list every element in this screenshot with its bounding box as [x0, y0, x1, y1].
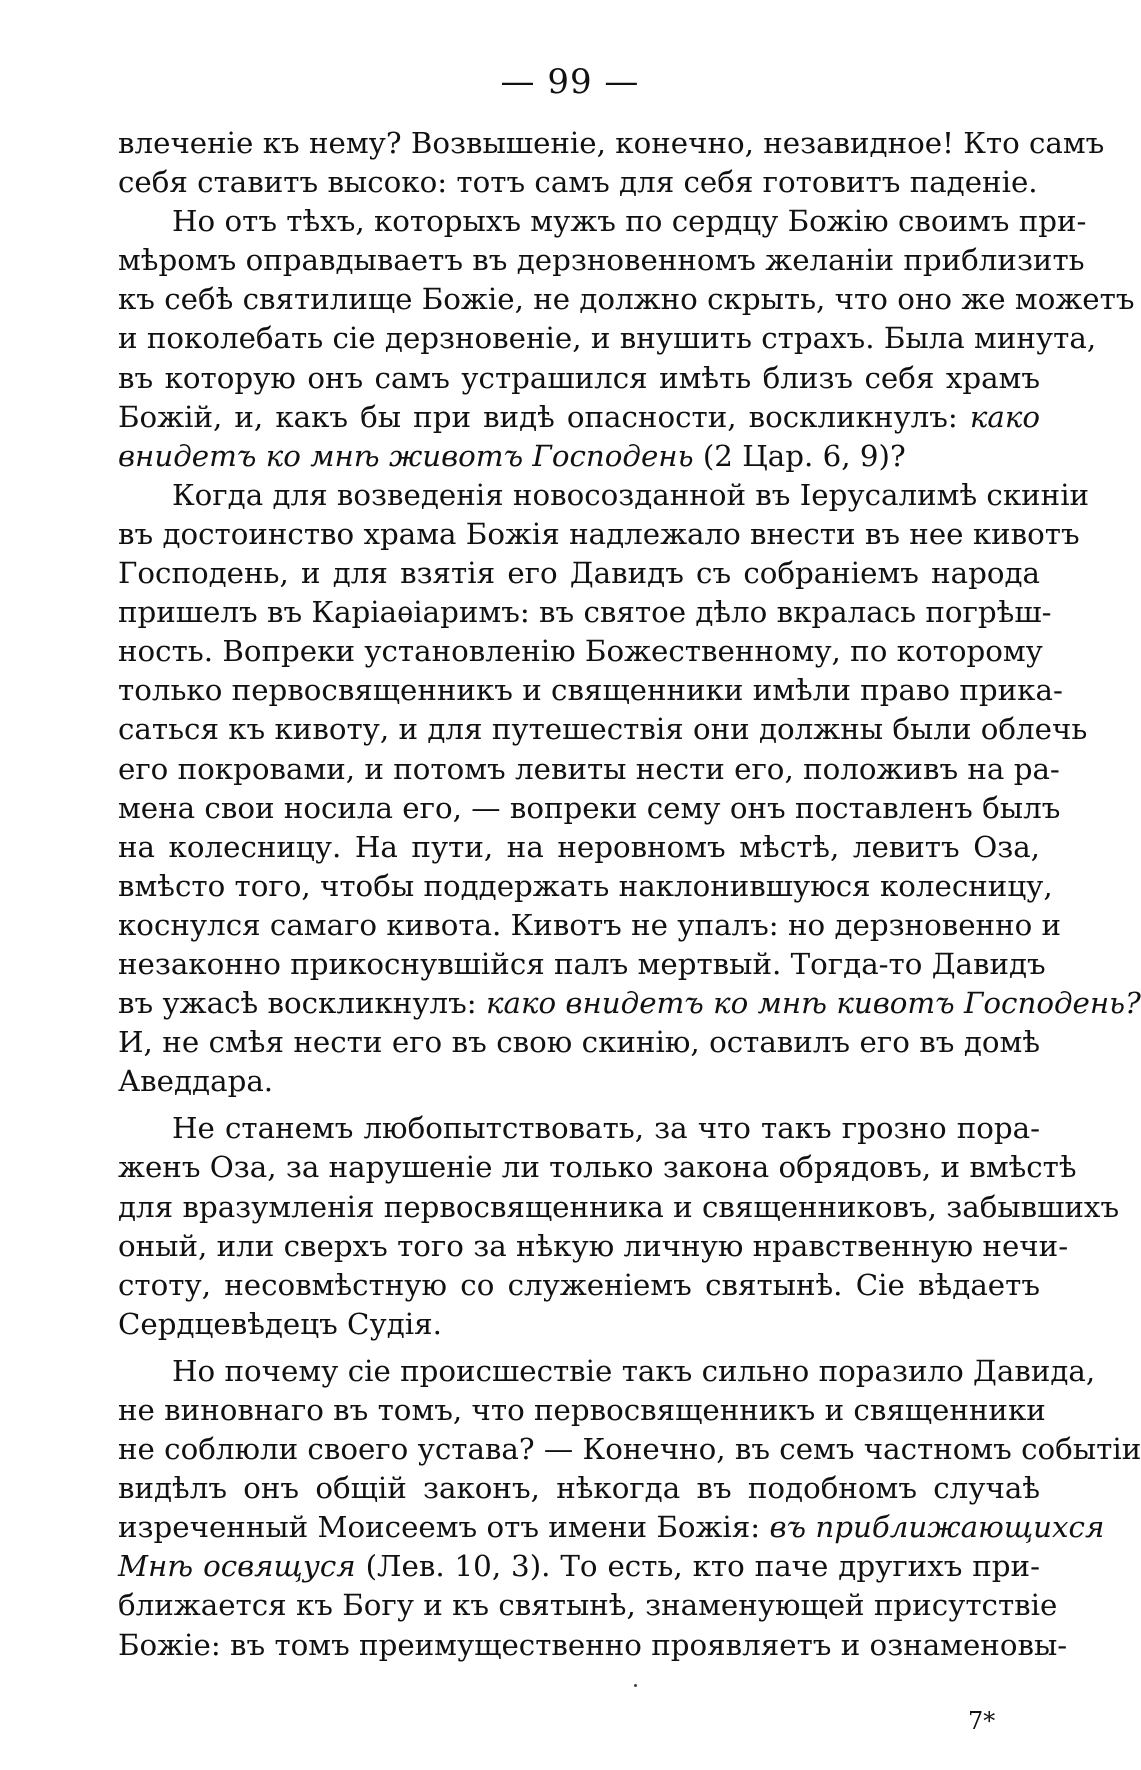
- line-text: пришелъ въ Каріаѳіаримъ: въ святое дѣло вкралась погрѣш-: [118, 595, 1052, 630]
- line-text: къ себѣ святилище Божіе, не должно скрыть, что оно же можетъ: [118, 282, 1135, 317]
- line-text: Аведдара.: [118, 1064, 274, 1099]
- printer-signature-mark: 7*: [968, 1707, 996, 1735]
- text-line: [118, 1305, 1040, 1344]
- line-text: не соблюли своего устава? — Конечно, въ семъ частномъ событіи: [118, 1432, 1141, 1467]
- text-line: [118, 710, 1088, 749]
- italic-quote: въ приближающихся: [769, 1510, 1105, 1545]
- line-text: Сердцевѣдецъ Судія.: [118, 1306, 442, 1341]
- text-line: [118, 554, 1040, 593]
- text-line: [118, 789, 1061, 828]
- line-text: на колесницу. На пути, на неровномъ мѣстѣ, левитъ Оза,: [118, 829, 1040, 864]
- line-text: въ которую онъ самъ устрашился имѣть близъ себя храмъ: [118, 360, 1040, 395]
- line-text: въ достоинство храма Божія надлежало внести въ нее кивотъ: [118, 516, 1080, 551]
- text-line: [118, 632, 1043, 671]
- text-line: [118, 906, 1062, 945]
- body-text: [118, 124, 1141, 1665]
- text-line: [118, 1508, 1105, 1547]
- line-text: мѣромъ оправдываетъ въ дерзновенномъ желаніи приблизить: [118, 243, 1085, 278]
- line-text: только первосвященникъ и священники имѣли право прика-: [118, 673, 1063, 708]
- text-line: [118, 515, 1080, 554]
- line-text: мена свои носила его, — вопреки сему онъ поставленъ былъ: [118, 790, 1061, 825]
- text-line: [118, 867, 1053, 906]
- text-line: [118, 1109, 1040, 1148]
- text-line: [118, 1391, 1046, 1430]
- text-line: [118, 1547, 1040, 1586]
- text-line: [118, 476, 1090, 515]
- line-text: его покровами, и потомъ левиты нести его, положивъ на ра-: [118, 751, 1060, 786]
- page-number-header: — 99 —: [500, 62, 640, 102]
- text-line: [118, 1023, 1040, 1062]
- line-text: оный, или сверхъ того за нѣкую личную нравственную нечи-: [118, 1228, 1069, 1263]
- text-line: [118, 124, 1105, 163]
- line-text: незаконно прикоснувшійся палъ мертвый. Тогда-то Давидъ: [118, 946, 1046, 981]
- text-line: [118, 319, 1097, 358]
- ink-speck: [634, 1684, 637, 1687]
- line-text: не виновнаго въ томъ, что первосвященникъ и священники: [118, 1393, 1046, 1427]
- line-text: ближается къ Богу и къ святынѣ, знаменующей присутствіе: [118, 1588, 1058, 1623]
- text-line: [118, 163, 1040, 202]
- line-text: вмѣсто того, чтобы поддержать наклонившуюся колесницу,: [118, 868, 1053, 903]
- text-line: [118, 1352, 1096, 1391]
- line-text: Но отъ тѣхъ, которыхъ мужъ по сердцу Божію своимъ при-: [172, 204, 1087, 239]
- italic-quote: како: [969, 399, 1040, 434]
- italic-quote: Мнѣ освящуся: [118, 1549, 356, 1584]
- text-line: [118, 1188, 1120, 1227]
- line-text: изреченный Моисеемъ отъ имени Божія:: [118, 1510, 770, 1545]
- italic-quote: како внидетъ ко мнѣ кивотъ Господень?: [486, 986, 1141, 1021]
- text-line: [118, 241, 1085, 280]
- text-line: [118, 1148, 1077, 1187]
- text-line: [118, 593, 1052, 632]
- line-text: И, не смѣя нести его въ свою скинію, оставилъ его въ домѣ: [118, 1025, 1040, 1060]
- italic-quote: внидетъ ко мнѣ животъ Господень: [118, 438, 694, 473]
- line-text: Божій, и, какъ бы при видѣ опасности, воскликнулъ:: [118, 399, 970, 434]
- line-text: стоту, несовмѣстную со служеніемъ святынѣ. Сіе вѣдаетъ: [118, 1267, 1040, 1302]
- text-line: [118, 1586, 1058, 1625]
- line-text: и поколебать сіе дерзновеніе, и внушить страхъ. Была минута,: [118, 321, 1097, 356]
- text-line: [118, 1227, 1069, 1266]
- text-line: [118, 945, 1046, 984]
- text-line: [118, 1062, 1040, 1101]
- line-text: женъ Оза, за нарушеніе ли только закона обрядовъ, и вмѣстѣ: [118, 1150, 1077, 1185]
- line-text: для вразумленія первосвященника и священниковъ, забывшихъ: [118, 1189, 1120, 1224]
- line-text-after: (2 Цар. 6, 9)?: [693, 438, 906, 473]
- line-text: ность. Вопреки установленію Божественному, по которому: [118, 634, 1043, 669]
- line-text: видѣлъ онъ общій законъ, нѣкогда въ подобномъ случаѣ: [118, 1471, 1040, 1506]
- text-line: [118, 1626, 1068, 1665]
- text-line: [118, 280, 1135, 319]
- text-line: [118, 1430, 1141, 1469]
- line-text-after: (Лев. 10, 3). То есть, кто паче другихъ при-: [355, 1549, 1040, 1584]
- text-line: [118, 398, 1040, 437]
- line-text: влеченіе къ нему? Возвышеніе, конечно, незавидное! Кто самъ: [118, 126, 1105, 160]
- text-line: [118, 359, 1040, 398]
- text-line: [118, 437, 1040, 476]
- text-line: [118, 828, 1040, 867]
- line-text: себя ставитъ высоко: тотъ самъ для себя готовитъ паденіе.: [118, 165, 1038, 200]
- line-text: саться къ кивоту, и для путешествія они должны были облечь: [118, 712, 1088, 747]
- text-line: [118, 202, 1087, 241]
- text-line: [118, 671, 1063, 710]
- line-text: коснулся самаго кивота. Кивотъ не упалъ: но дерзновенно и: [118, 907, 1062, 942]
- text-line: [118, 984, 1141, 1023]
- text-line: [118, 1266, 1040, 1305]
- line-text: Не станемъ любопытствовать, за что такъ грозно пора-: [172, 1111, 1040, 1146]
- text-line: [118, 1469, 1040, 1508]
- line-text: Божіе: въ томъ преимущественно проявляетъ и ознаменовы-: [118, 1627, 1068, 1662]
- line-text: Но почему сіе происшествіе такъ сильно поразило Давида,: [172, 1353, 1096, 1388]
- line-text: Когда для возведенія новосозданной въ Іерусалимѣ скиніи: [172, 477, 1090, 512]
- line-text: въ ужасѣ воскликнулъ:: [118, 986, 486, 1021]
- line-text: Господень, и для взятія его Давидъ съ собраніемъ народа: [118, 556, 1040, 591]
- text-line: [118, 750, 1060, 789]
